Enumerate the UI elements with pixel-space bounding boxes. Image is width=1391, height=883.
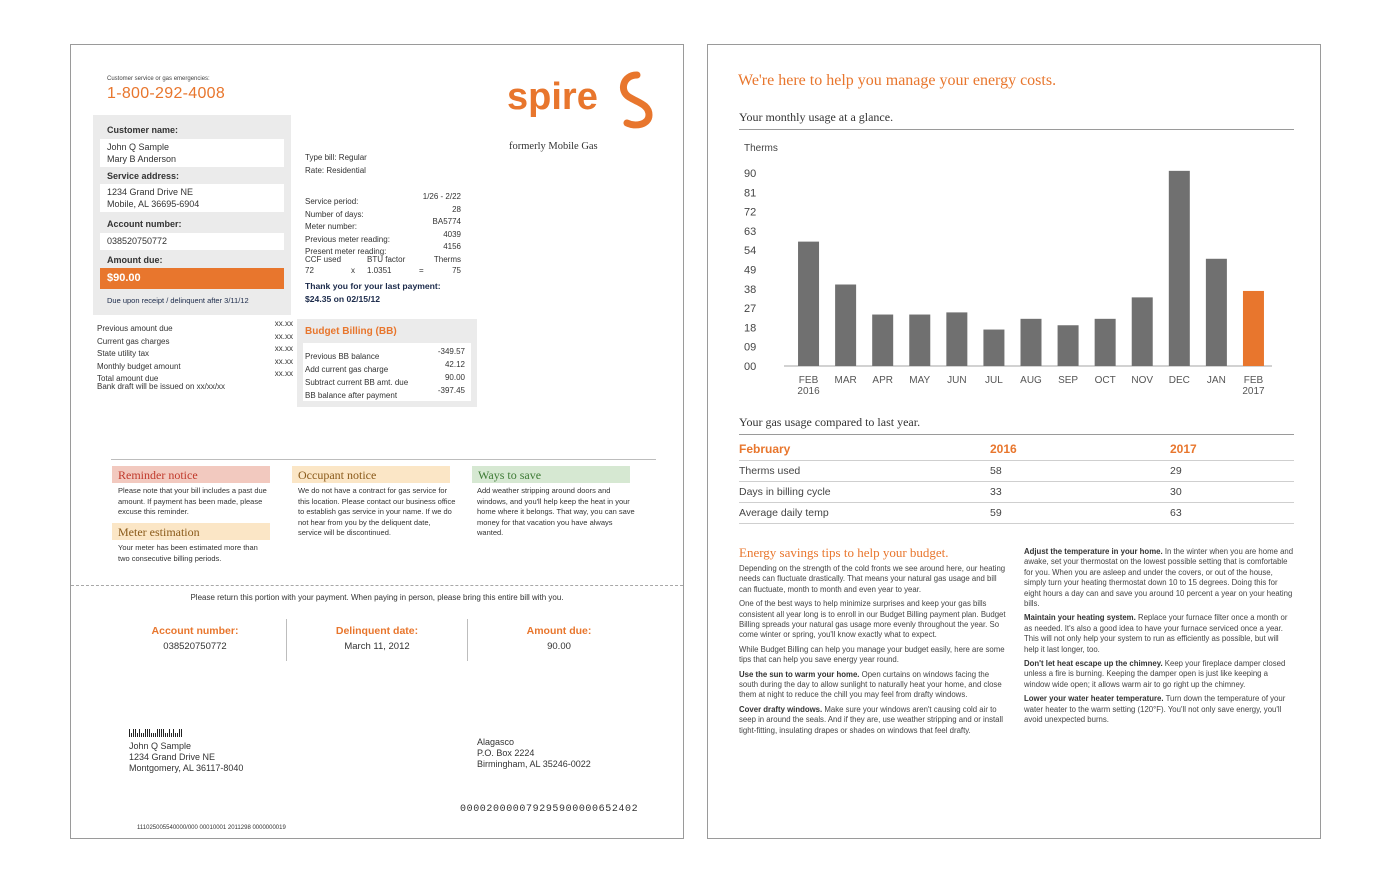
x-tick-label: FEB bbox=[1243, 375, 1264, 386]
mail-from-line: John Q Sample bbox=[129, 741, 192, 751]
spire-logo bbox=[507, 67, 667, 129]
table-rule bbox=[739, 481, 1294, 482]
usage-bar bbox=[1243, 291, 1264, 366]
compare-row-2017: 30 bbox=[1170, 486, 1182, 498]
bb-value: -397.45 bbox=[437, 386, 465, 395]
compare-row-label: Days in billing cycle bbox=[739, 486, 831, 498]
charge-value: xx.xx bbox=[274, 331, 293, 341]
charge-value: xx.xx bbox=[274, 356, 293, 366]
logo-wordmark: spire bbox=[507, 76, 598, 118]
usage-bar bbox=[1058, 325, 1079, 366]
charge-row bbox=[97, 343, 293, 359]
tips-intro-paragraph: One of the best ways to help minimize surprises and keep your gas bills consistent all year long is to enroll in our Budget Billing payment plan. Budget Billing spreads your natural gas usage more evenly throughout the year. So come winter or spring, you'll know exactly what to expect. bbox=[739, 599, 1006, 640]
tips-column-right bbox=[1024, 547, 1294, 730]
amount-due-bar: $90.00 bbox=[100, 268, 284, 289]
service-row-label: Previous meter reading: bbox=[305, 234, 390, 244]
service-address-label: Service address: bbox=[107, 171, 180, 181]
mail-to-address bbox=[477, 737, 591, 770]
mail-to-line: Birmingham, AL 35246-0022 bbox=[477, 759, 591, 769]
y-axis-title: Therms bbox=[744, 143, 778, 154]
tip-heading: Use the sun to warm your home. bbox=[739, 669, 860, 679]
service-row bbox=[305, 191, 461, 204]
mail-from-line: Montgomery, AL 36117-8040 bbox=[129, 763, 244, 773]
insert-title: We're here to help you manage your energy costs. bbox=[738, 72, 1057, 89]
tip-heading: Cover drafty windows. bbox=[739, 704, 823, 714]
charge-label: State utility tax bbox=[97, 349, 150, 359]
bb-value: -349.57 bbox=[437, 347, 465, 356]
last-payment-thanks: Thank you for your last payment: bbox=[305, 281, 441, 291]
usage-bar bbox=[1021, 319, 1042, 366]
service-row-value: 1/26 - 2/22 bbox=[422, 192, 461, 201]
tip-paragraph bbox=[739, 705, 1009, 736]
charge-row bbox=[97, 356, 293, 369]
usage-bar bbox=[1095, 319, 1116, 366]
formerly-note: formerly Mobile Gas bbox=[509, 141, 598, 152]
micr-line: 111025005540000/000 00010001 2011298 0000000019 bbox=[137, 825, 286, 831]
mail-from-address bbox=[129, 741, 243, 774]
last-payment-amount: $24.35 on 02/15/12 bbox=[305, 294, 381, 304]
ways-to-save-title: Ways to save bbox=[472, 466, 630, 483]
y-tick-label: 81 bbox=[744, 187, 757, 200]
usage-bar bbox=[798, 242, 819, 366]
service-row-label: Present meter reading: bbox=[305, 247, 387, 257]
insert-page bbox=[707, 44, 1321, 839]
monthly-usage-chart bbox=[732, 137, 1292, 399]
charge-row bbox=[97, 318, 293, 331]
budget-billing-rows bbox=[303, 343, 471, 401]
y-tick-label: 09 bbox=[744, 341, 757, 354]
x-tick-label: DEC bbox=[1168, 375, 1190, 386]
service-row bbox=[305, 216, 461, 232]
charge-row bbox=[97, 368, 293, 384]
section-divider bbox=[111, 459, 656, 460]
tip-heading: Lower your water heater temperature. bbox=[1024, 694, 1164, 704]
compare-row-2016: 33 bbox=[990, 486, 1002, 498]
y-tick-label: 49 bbox=[744, 264, 757, 277]
usage-heading: Your monthly usage at a glance. bbox=[739, 110, 894, 124]
account-number-label: Account number: bbox=[107, 219, 182, 229]
bb-value: 90.00 bbox=[444, 373, 465, 382]
tear-line bbox=[71, 585, 683, 586]
compare-row-2017: 29 bbox=[1170, 465, 1182, 477]
charge-label: Current gas charges bbox=[97, 336, 170, 346]
return-instructions: Please return this portion with your payment. When paying in person, please bring this entire bill with you. bbox=[190, 593, 564, 602]
reminder-notice-text: Please note that your bill includes a past due amount. If payment has been made, please excuse this reminder. bbox=[118, 486, 267, 516]
x-tick-label: 2016 bbox=[797, 386, 820, 397]
y-tick-label: 38 bbox=[744, 283, 757, 296]
mail-from-line: 1234 Grand Drive NE bbox=[129, 752, 216, 762]
charge-label: Total amount due bbox=[97, 374, 159, 384]
budget-billing-box bbox=[297, 319, 477, 407]
account-number-value: 038520750772 bbox=[100, 233, 284, 250]
slip-delinquent-value: March 11, 2012 bbox=[344, 641, 410, 652]
usage-bar bbox=[909, 315, 930, 366]
x-tick-label: 2017 bbox=[1242, 386, 1265, 397]
y-tick-label: 00 bbox=[744, 361, 757, 373]
bb-row bbox=[305, 385, 465, 403]
charges-list bbox=[97, 318, 293, 393]
x-tick-label: APR bbox=[872, 375, 893, 386]
service-row-label: Service period: bbox=[305, 197, 359, 206]
y-tick-label: 27 bbox=[744, 303, 757, 316]
charge-value: xx.xx bbox=[274, 369, 293, 379]
tips-title: Energy savings tips to help your budget. bbox=[739, 545, 949, 560]
tip-paragraph bbox=[1024, 613, 1294, 655]
mail-to-line: P.O. Box 2224 bbox=[477, 748, 535, 758]
btu-header: BTU factor bbox=[367, 254, 406, 264]
x-tick-label: FEB bbox=[798, 375, 819, 386]
y-tick-label: 72 bbox=[744, 206, 757, 219]
tip-text: Open curtains on windows facing the south during the day to allow sunlight to naturally heat your home, and close them at night to reduce the chill you may feel from drafty windows. bbox=[739, 669, 1002, 700]
tips-intro-paragraph: Depending on the strength of the cold fronts we see around here, our heating needs can fluctuate drastically. That means your natural gas usage and bill can fluctuate, month to month and even year to year. bbox=[739, 564, 1006, 594]
therms-header: Therms bbox=[433, 254, 461, 264]
customer-name-label: Customer name: bbox=[107, 125, 179, 135]
x-tick-label: MAY bbox=[909, 375, 931, 386]
charge-value: xx.xx bbox=[274, 319, 293, 328]
compare-row-label: Average daily temp bbox=[739, 507, 829, 519]
tip-paragraph bbox=[1024, 547, 1294, 609]
service-row bbox=[305, 241, 461, 257]
tips-intro-paragraph: While Budget Billing can help you manage your budget easily, here are some tips that can help you save energy year round. bbox=[739, 644, 1005, 665]
x-tick-label: JUL bbox=[985, 375, 1003, 386]
bb-label: BB balance after payment bbox=[305, 391, 398, 400]
service-address-line-2: Mobile, AL 36695-6904 bbox=[107, 199, 200, 209]
amount-due-label: Amount due: bbox=[107, 255, 163, 265]
service-row-label: Number of days: bbox=[305, 209, 364, 219]
slip-separator bbox=[467, 619, 468, 661]
y-tick-label: 54 bbox=[744, 245, 757, 258]
tip-heading: Maintain your heating system. bbox=[1024, 613, 1136, 623]
ccf-header: CCF used bbox=[305, 254, 342, 264]
occupant-notice-title: Occupant notice bbox=[292, 466, 450, 483]
ccf-value-row bbox=[305, 265, 461, 277]
customer-info-box bbox=[93, 115, 291, 315]
bb-label: Subtract current BB amt. due bbox=[305, 378, 409, 387]
table-rule bbox=[739, 502, 1294, 503]
usage-bar bbox=[983, 330, 1004, 366]
compare-heading: Your gas usage compared to last year. bbox=[739, 415, 921, 429]
slip-amount-label: Amount due: bbox=[526, 625, 592, 637]
equals-sign: = bbox=[419, 265, 424, 275]
bb-label: Add current gas charge bbox=[305, 365, 389, 374]
slip-account-value: 038520750772 bbox=[163, 641, 227, 652]
x-tick-label: JUN bbox=[947, 375, 967, 386]
budget-billing-title: Budget Billing (BB) bbox=[305, 326, 397, 337]
ccf-value: 72 bbox=[305, 265, 314, 275]
service-row-value: 4039 bbox=[443, 229, 461, 239]
meter-estimation-title: Meter estimation bbox=[112, 523, 270, 540]
x-tick-label: SEP bbox=[1058, 375, 1079, 386]
rate-type: Rate: Residential bbox=[305, 166, 366, 175]
tip-text: In the winter when you are home and awake, set your thermostat on the lowest possible setting that is comfortable for you. When you are asleep and under the covers, or out of the house, simply turn your heating thermostat down 10 to 15 degrees. Doing this for eight hours a day can and save you around 10 percent a year on your heating bills. bbox=[1024, 547, 1294, 609]
bb-label: Previous BB balance bbox=[305, 352, 380, 361]
service-address-field bbox=[100, 184, 284, 212]
x-tick-label: AUG bbox=[1020, 375, 1042, 386]
occupant-notice-text: We do not have a contract for gas service for this location. Please contact our business office to establish gas service in your name. If we do not hear from you by the deliquent date, service will be discontinued. bbox=[298, 486, 456, 537]
tip-heading: Don't let heat escape up the chimney. bbox=[1024, 659, 1163, 669]
service-row bbox=[305, 204, 461, 217]
tip-text: Make sure your windows aren't causing cold air to seep in around the seals. And if they are, use weather stripping and or install tight-fitting, insulating drapes or shades on windows that feel drafty. bbox=[739, 704, 1003, 735]
compare-row-2016: 58 bbox=[990, 465, 1002, 477]
times-sign: x bbox=[351, 265, 355, 275]
x-tick-label: OCT bbox=[1094, 375, 1116, 386]
usage-bar bbox=[946, 312, 967, 366]
x-tick-label: NOV bbox=[1131, 375, 1154, 386]
tip-paragraph bbox=[1024, 659, 1294, 690]
meter-estimation-text: Your meter has been estimated more than two consecutive billing periods. bbox=[118, 543, 258, 563]
service-row-label: Meter number: bbox=[305, 222, 358, 232]
service-row-value: 28 bbox=[452, 204, 461, 214]
bb-value: 42.12 bbox=[444, 360, 465, 369]
ways-to-save-text: Add weather stripping around doors and windows, and you'll help keep the heat in your home where it belongs. That way, you can save money for that vacation you have always wanted. bbox=[477, 486, 635, 537]
due-note: Due upon receipt / delinquent after 3/11/12 bbox=[107, 296, 249, 305]
bill-page bbox=[70, 44, 684, 839]
x-tick-label: JAN bbox=[1206, 375, 1226, 386]
usage-bar bbox=[835, 285, 856, 366]
compare-header-2017: 2017 bbox=[1170, 442, 1197, 456]
customer-name-field bbox=[100, 139, 284, 167]
charge-row bbox=[97, 331, 293, 344]
charge-value: xx.xx bbox=[274, 344, 293, 354]
bank-draft-note: Bank draft will be issued on xx/xx/xx bbox=[97, 381, 226, 391]
usage-heading-rule bbox=[739, 129, 1294, 130]
scan-line: 000020000079295900000652402 bbox=[460, 804, 639, 815]
y-tick-label: 63 bbox=[744, 225, 757, 238]
table-rule bbox=[739, 460, 1294, 461]
tip-text: Replace your furnace filter once a month or as needed. It's also a good idea to have your furnace serviced once a year. This will not only help your system to run as efficiently as possible, but will help it last longer, too. bbox=[1024, 613, 1288, 654]
tips-column-left bbox=[739, 564, 1009, 740]
compare-row-2016: 59 bbox=[990, 507, 1002, 519]
y-tick-label: 18 bbox=[744, 322, 757, 335]
y-tick-label: 90 bbox=[744, 168, 757, 180]
mail-to-line: Alagasco bbox=[477, 737, 515, 747]
customer-name-2: Mary B Anderson bbox=[107, 154, 177, 164]
ccf-header-row bbox=[305, 254, 461, 265]
slip-account-label: Account number: bbox=[151, 625, 239, 637]
charge-label: Previous amount due bbox=[97, 324, 173, 333]
reminder-notice-title: Reminder notice bbox=[112, 466, 270, 483]
usage-bar bbox=[872, 315, 893, 366]
tip-paragraph bbox=[1024, 694, 1294, 725]
customer-service-label: Customer service or gas emergencies: bbox=[107, 76, 210, 82]
btu-value: 1.0351 bbox=[367, 265, 392, 275]
tip-paragraph bbox=[739, 670, 1009, 701]
compare-heading-rule bbox=[739, 434, 1294, 435]
table-rule bbox=[739, 523, 1294, 524]
tip-text: Turn down the temperature of your water heater to the warm setting (120°F). You'll not only save energy, you'll avoid unexpected burns. bbox=[1024, 694, 1286, 725]
usage-bar bbox=[1206, 259, 1227, 366]
slip-delinquent-label: Delinquent date: bbox=[335, 625, 419, 637]
postal-barcode bbox=[129, 728, 183, 737]
compare-row-2017: 63 bbox=[1170, 507, 1182, 519]
usage-bar bbox=[1132, 297, 1153, 366]
therms-value: 75 bbox=[452, 265, 461, 275]
phone-number[interactable]: 1-800-292-4008 bbox=[107, 85, 226, 102]
slip-amount-value: 90.00 bbox=[547, 641, 571, 652]
x-tick-label: MAR bbox=[834, 375, 857, 386]
usage-bar bbox=[1169, 171, 1190, 366]
customer-name-1: John Q Sample bbox=[107, 142, 170, 152]
compare-row-label: Therms used bbox=[739, 465, 801, 477]
compare-header-month: February bbox=[739, 442, 791, 456]
tip-heading: Adjust the temperature in your home. bbox=[1024, 547, 1163, 556]
service-address-line-1: 1234 Grand Drive NE bbox=[107, 187, 194, 197]
service-details bbox=[305, 191, 461, 277]
service-row bbox=[305, 229, 461, 242]
charge-label: Monthly budget amount bbox=[97, 361, 181, 371]
service-row-value: BA5774 bbox=[432, 217, 461, 227]
compare-header-2016: 2016 bbox=[990, 442, 1017, 456]
bill-type: Type bill: Regular bbox=[305, 153, 367, 162]
service-row-value: 4156 bbox=[443, 242, 461, 252]
tip-text: Keep your fireplace damper closed unless a fire is burning. Keeping the damper open is just like keeping a window wide open; it allows warm air to go right up the chimney. bbox=[1024, 659, 1286, 689]
